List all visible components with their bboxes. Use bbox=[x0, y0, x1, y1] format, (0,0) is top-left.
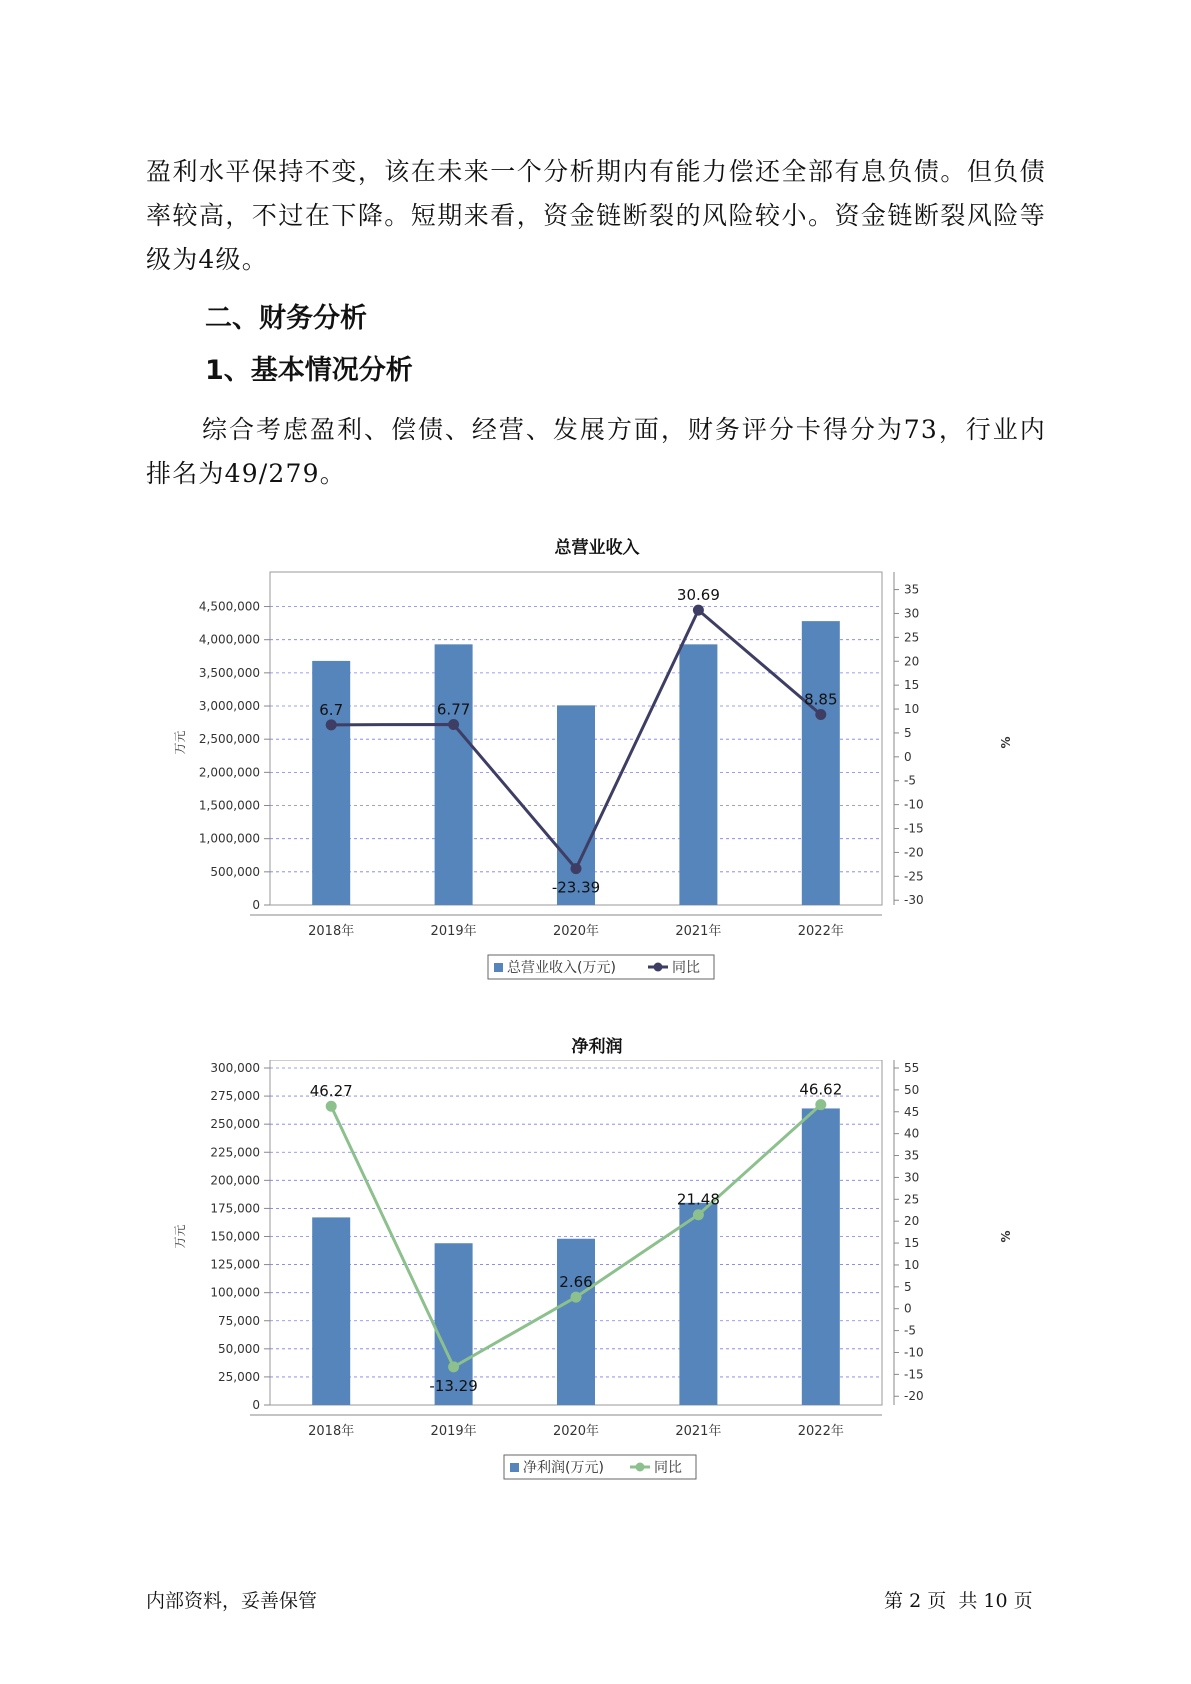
yoy-point bbox=[693, 1209, 704, 1220]
y-tick-label: 300,000 bbox=[210, 1061, 260, 1075]
x-tick-label: 2022年 bbox=[797, 1424, 844, 1439]
y2-tick-label: 5 bbox=[904, 1279, 912, 1294]
yoy-data-label: 46.27 bbox=[309, 1082, 353, 1101]
bar bbox=[435, 644, 473, 905]
y2-axis-label: % bbox=[999, 736, 1013, 749]
x-tick-label: 2019年 bbox=[430, 924, 477, 939]
yoy-data-label: -23.39 bbox=[551, 878, 601, 897]
y-tick-label: 150,000 bbox=[210, 1229, 260, 1244]
y2-tick-label: -15 bbox=[904, 1367, 924, 1382]
yoy-data-label: -13.29 bbox=[429, 1376, 478, 1395]
y-tick-label: 0 bbox=[252, 898, 260, 912]
footer-page-number: 2 bbox=[909, 1590, 922, 1612]
legend-bar-swatch bbox=[510, 1463, 519, 1472]
x-tick-label: 2019年 bbox=[430, 1424, 477, 1439]
y2-tick-label: 30 bbox=[904, 1170, 920, 1185]
section-heading: 二、财务分析 bbox=[205, 303, 367, 334]
y-tick-label: 3,000,000 bbox=[198, 699, 260, 714]
x-tick-label: 2018年 bbox=[308, 1424, 355, 1439]
profit-chart bbox=[170, 1060, 1030, 1480]
footer-confidential: 内部资料，妥善保管 bbox=[146, 1590, 318, 1612]
legend-line-marker bbox=[636, 1463, 645, 1472]
y2-tick-label: -15 bbox=[904, 821, 924, 836]
legend-line-label: 同比 bbox=[654, 1460, 682, 1476]
y2-tick-label: 45 bbox=[904, 1104, 920, 1119]
x-tick-label: 2021年 bbox=[675, 1424, 722, 1439]
y-axis-label: 万元 bbox=[173, 1224, 187, 1249]
bar bbox=[802, 1108, 840, 1405]
yoy-point bbox=[815, 1099, 826, 1110]
x-tick-label: 2020年 bbox=[552, 1424, 600, 1439]
footer-page-label-b: 页 bbox=[927, 1590, 947, 1612]
y-tick-label: 25,000 bbox=[218, 1369, 260, 1384]
y-tick-label: 275,000 bbox=[210, 1089, 260, 1104]
y-tick-label: 50,000 bbox=[218, 1341, 260, 1356]
y2-tick-label: 15 bbox=[904, 678, 920, 693]
y2-tick-label: 25 bbox=[904, 630, 920, 645]
yoy-data-label: 6.7 bbox=[319, 700, 344, 719]
y2-tick-label: -10 bbox=[904, 1345, 924, 1360]
paragraph-risk-summary: 盈利水平保持不变，该在未来一个分析期内有能力偿还全部有息负债。但负债率较高，不过在下降。短期来看，资金链断裂的风险较小。资金链断裂风险等级为4级。 bbox=[146, 157, 1046, 274]
y2-tick-label: -25 bbox=[904, 869, 924, 884]
footer-total-number: 10 bbox=[983, 1590, 1008, 1612]
yoy-point bbox=[693, 605, 704, 616]
bar bbox=[312, 661, 350, 905]
y2-tick-label: -30 bbox=[904, 893, 924, 908]
y-tick-label: 100,000 bbox=[210, 1285, 260, 1300]
y2-tick-label: 40 bbox=[904, 1126, 920, 1141]
x-tick-label: 2021年 bbox=[675, 924, 722, 939]
y2-axis-label: % bbox=[999, 1230, 1013, 1243]
bar bbox=[312, 1217, 350, 1405]
yoy-data-label: 30.69 bbox=[676, 586, 720, 605]
legend-bar-label: 净利润(万元) bbox=[523, 1460, 604, 1476]
y2-tick-label: 35 bbox=[904, 582, 920, 597]
y-tick-label: 125,000 bbox=[210, 1257, 260, 1272]
legend-bar-label: 总营业收入(万元) bbox=[507, 960, 616, 976]
bar bbox=[802, 621, 840, 905]
x-tick-label: 2018年 bbox=[308, 924, 355, 939]
yoy-point bbox=[326, 1101, 337, 1112]
y-tick-label: 1,000,000 bbox=[198, 831, 260, 846]
y-tick-label: 225,000 bbox=[210, 1145, 260, 1160]
yoy-data-label: 8.85 bbox=[804, 690, 838, 709]
y-tick-label: 0 bbox=[252, 1398, 260, 1412]
yoy-point bbox=[815, 709, 826, 720]
y-tick-label: 4,000,000 bbox=[198, 632, 260, 647]
footer-page-label-a: 第 bbox=[884, 1590, 904, 1612]
paragraph-score-summary: 综合考虑盈利、偿债、经营、发展方面，财务评分卡得分为73，行业内排名为49/279。 bbox=[146, 415, 1046, 488]
profit-chart-title: 净利润 bbox=[571, 1037, 623, 1057]
revenue-chart bbox=[170, 560, 1030, 980]
y2-tick-label: 10 bbox=[904, 702, 920, 717]
y2-tick-label: 0 bbox=[904, 749, 912, 764]
bar bbox=[679, 644, 717, 905]
yoy-data-label: 46.62 bbox=[799, 1080, 843, 1099]
footer-total-label-b: 页 bbox=[1013, 1590, 1033, 1612]
y2-tick-label: 55 bbox=[904, 1061, 920, 1075]
y2-tick-label: 20 bbox=[904, 1214, 920, 1229]
y2-tick-label: -5 bbox=[904, 1323, 916, 1338]
bar bbox=[557, 1239, 595, 1405]
y2-tick-label: -5 bbox=[904, 773, 916, 788]
y2-tick-label: 30 bbox=[904, 606, 920, 621]
y-tick-label: 3,500,000 bbox=[198, 665, 260, 680]
legend-line-marker bbox=[654, 963, 663, 972]
yoy-point bbox=[571, 1292, 582, 1303]
yoy-data-label: 6.77 bbox=[436, 700, 471, 719]
y-tick-label: 1,500,000 bbox=[198, 798, 260, 813]
yoy-data-label: 21.48 bbox=[676, 1190, 720, 1209]
y-tick-label: 4,500,000 bbox=[198, 599, 260, 614]
yoy-data-label: 2.66 bbox=[559, 1273, 593, 1292]
yoy-point bbox=[448, 1361, 459, 1372]
y-tick-label: 2,000,000 bbox=[198, 765, 260, 780]
footer-page-info bbox=[884, 1586, 1033, 1613]
x-tick-label: 2022年 bbox=[797, 924, 844, 939]
revenue-chart-title: 总营业收入 bbox=[554, 538, 640, 558]
x-tick-label: 2020年 bbox=[552, 924, 600, 939]
legend-bar-swatch bbox=[494, 963, 503, 972]
y2-tick-label: 35 bbox=[904, 1148, 920, 1163]
y2-tick-label: 0 bbox=[904, 1301, 912, 1316]
footer-total-label-a: 共 bbox=[958, 1590, 978, 1612]
y2-tick-label: -20 bbox=[904, 1389, 924, 1404]
yoy-point bbox=[326, 719, 337, 730]
y2-tick-label: 15 bbox=[904, 1236, 920, 1251]
y-tick-label: 200,000 bbox=[210, 1173, 260, 1188]
y-tick-label: 175,000 bbox=[210, 1201, 260, 1216]
y2-tick-label: 25 bbox=[904, 1192, 920, 1207]
y-axis-label: 万元 bbox=[173, 730, 187, 755]
subsection-heading: 1、基本情况分析 bbox=[205, 355, 413, 386]
y-tick-label: 75,000 bbox=[218, 1313, 260, 1328]
y2-tick-label: -10 bbox=[904, 797, 924, 812]
y2-tick-label: -20 bbox=[904, 845, 924, 860]
yoy-point bbox=[571, 863, 582, 874]
yoy-point bbox=[448, 719, 459, 730]
bar bbox=[557, 705, 595, 905]
y-tick-label: 500,000 bbox=[210, 864, 260, 879]
bar bbox=[679, 1203, 717, 1405]
y2-tick-label: 10 bbox=[904, 1257, 920, 1272]
y-tick-label: 2,500,000 bbox=[198, 732, 260, 747]
y2-tick-label: 5 bbox=[904, 725, 912, 740]
y-tick-label: 250,000 bbox=[210, 1117, 260, 1132]
legend-line-label: 同比 bbox=[672, 960, 700, 976]
y2-tick-label: 50 bbox=[904, 1082, 920, 1097]
y2-tick-label: 20 bbox=[904, 654, 920, 669]
